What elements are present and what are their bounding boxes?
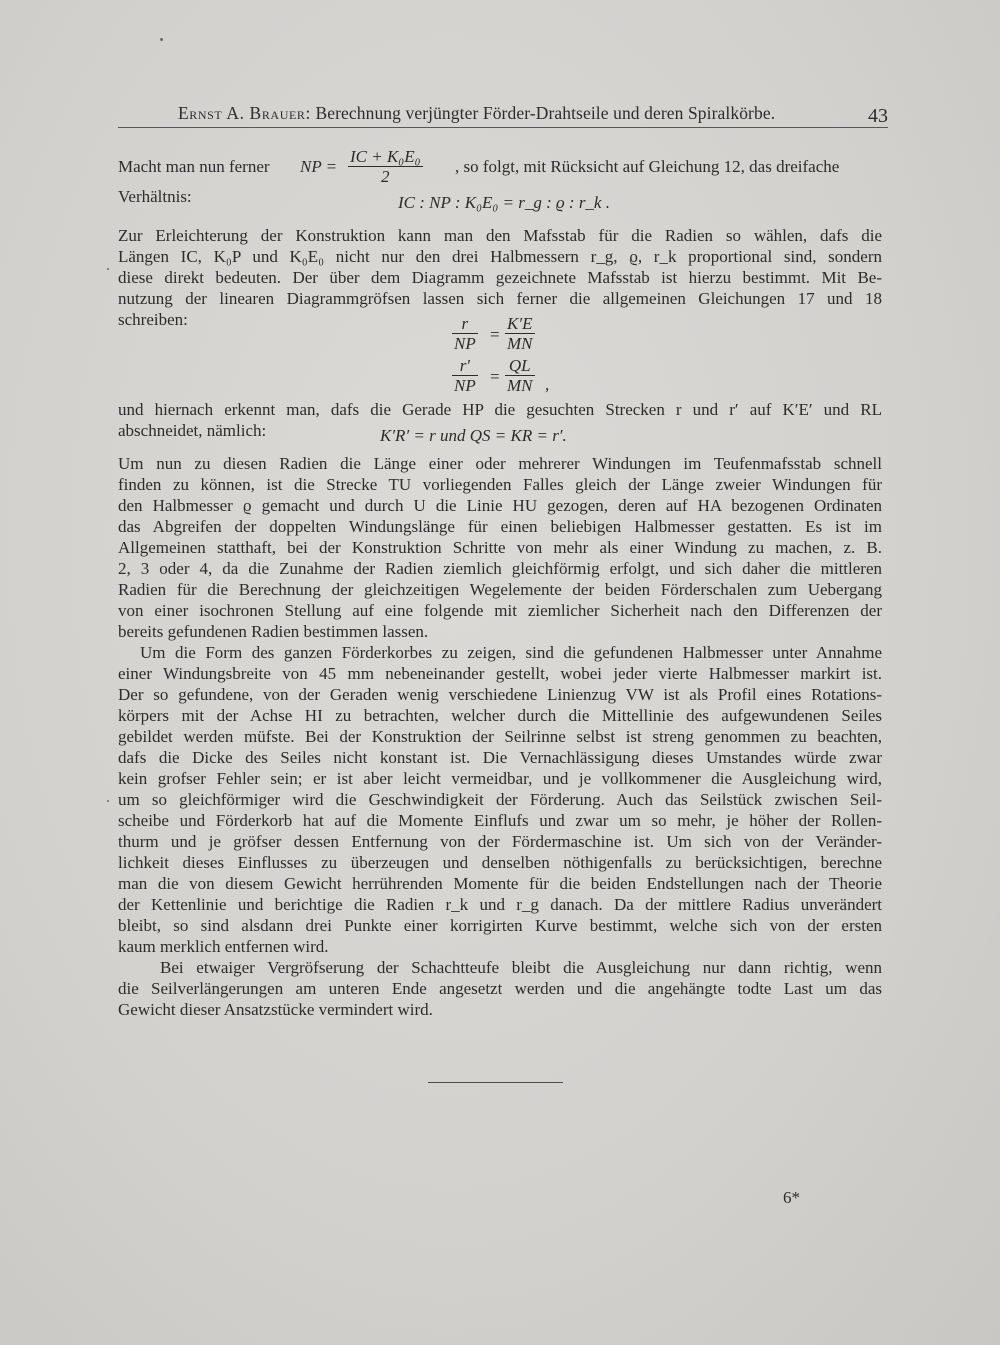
paragraph-line: Um die Form des ganzen Förderkorbes zu zeigen, sind die gefundenen Halbmesser unter Annahme: [140, 643, 882, 662]
paragraph-line: Bei etwaiger Vergröfserung der Schachtteufe bleibt die Ausgleichung nur dann richtig, wenn: [160, 958, 882, 977]
header-title: Berechnung verjüngter Förder-Drahtseile und deren Spiralkörbe.: [315, 103, 776, 123]
paragraph-line: man die von diesem Gewicht herrührenden Momente für die beiden Endstellungen nach der Theorie: [118, 874, 882, 893]
paragraph-line: gebildet werden müfste. Bei der Konstruktion der Seilrinne selbst ist streng genommen zu beachten,: [118, 727, 882, 746]
equation-ratio: IC : NP : K₀E₀ = r_g : ϱ : r_k .: [398, 193, 610, 212]
text-line: , so folgt, mit Rücksicht auf Gleichung 12, das dreifache: [455, 157, 840, 176]
paragraph-line: den Halbmesser ϱ gemacht und durch U die Linie HU gezogen, deren auf HA bezogenen Ordinaten: [118, 496, 882, 515]
equation-np-lhs: NP =: [300, 157, 338, 176]
paragraph-line: einer Windungsbreite von 45 mm nebeneinander gestellt, wobei jeder vierte Halbmesser markirt ist.: [118, 664, 882, 683]
paragraph-line: diese direkt bedeuten. Der über dem Diagramm gezeichnete Mafsstab ist hierzu bestimmt. Mit Be-: [118, 268, 882, 287]
paragraph-line: Radien für die Berechnung der gleichzeitigen Wegelemente der beiden Förderschalen zum Uebergang: [118, 580, 882, 599]
equation-comma: ,: [545, 375, 550, 394]
paragraph-line: das Abgreifen der doppelten Windungslänge für einen beliebigen Halbmesser gestatten. Es ist im: [118, 517, 882, 536]
end-rule: [428, 1082, 563, 1083]
paragraph-line: von einer isochronen Stellung auf eine folgende mit ziemlicher Sicherheit nach den Differenzen der: [118, 601, 882, 620]
paragraph-line: thurm und je gröfser dessen Entfernung von der Fördermaschine ist. Um sich von der Veränder-: [118, 832, 882, 851]
paragraph-line: dafs die Dicke des Seiles nicht konstant ist. Die Vernachlässigung dieses Umstandes würde zwar: [118, 748, 882, 767]
running-header: [178, 103, 888, 129]
equation-fraction: $\frac{K'E}{MN}$: [507, 314, 533, 353]
fraction-numerator: IC + K₀E₀: [350, 147, 421, 166]
paragraph-line: der Kettenlinie und berichtige die Radien r_k und r_g danach. Da der mittlere Radius unverändert: [118, 895, 882, 914]
paragraph-line: scheibe und Förderkorb hat auf die Momente Einflufs und zwar um so mehr, je höher der Rollen-: [118, 811, 882, 830]
equation-np-fraction: [348, 147, 423, 186]
signature-mark: 6*: [783, 1188, 800, 1207]
print-speck: [160, 38, 163, 41]
paragraph-line: nutzung der linearen Diagrammgröfsen lassen sich ferner die allgemeinen Gleichungen 17 und 18: [118, 289, 882, 308]
paragraph-line: um so gleichförmiger wird die Geschwindigkeit der Förderung. Auch das Seilstück zwischen Seil-: [118, 790, 882, 809]
equation-fraction: $\frac{QL}{MN}$: [507, 356, 533, 395]
paragraph-line: finden zu können, ist die Strecke TU vorliegenden Falles gleich der Länge zweier Windungen für: [118, 475, 882, 494]
paragraph-line: bereits gefundenen Radien bestimmen lassen.: [118, 622, 429, 641]
header-rule: [118, 127, 888, 128]
text-line: Macht man nun ferner: [118, 157, 270, 176]
page-number: 43: [868, 105, 888, 127]
paragraph-line: 2, 3 oder 4, da die Zunahme der Radien ziemlich gleichförmig erfolgt, und sich daher die mittleren: [118, 559, 882, 578]
equation-segments: K′R′ = r und QS = KR = r′.: [380, 426, 567, 445]
equals-sign: =: [490, 367, 500, 386]
print-speck: [107, 268, 109, 270]
paragraph-line: Gewicht dieser Ansatzstücke vermindert wird.: [118, 1000, 433, 1019]
paragraph-line: Der so gefundene, von der Geraden wenig verschiedene Linienzug VW ist als Profil eines Rotations-: [118, 685, 882, 704]
paragraph-line: und hiernach erkennt man, dafs die Gerade HP die gesuchten Strecken r und r′ auf K′E′ und RL: [118, 400, 882, 419]
paragraph-line: abschneidet, nämlich:: [118, 421, 267, 440]
paragraph-line: Zur Erleichterung der Konstruktion kann man den Mafsstab für die Radien so wählen, dafs die: [118, 226, 882, 245]
print-speck: [107, 800, 109, 802]
paragraph-line: Längen IC, K₀P und K₀E₀ nicht nur den drei Halbmessern r_g, ϱ, r_k proportional sind, sondern: [118, 247, 882, 266]
equals-sign: =: [490, 325, 500, 344]
paragraph-line: körpers mit der Achse HI zu betrachten, welcher durch die Mittellinie des aufgewundenen Seiles: [118, 706, 882, 725]
fraction-denominator: 2: [381, 167, 390, 186]
paragraph-line: Allgemeinen statthaft, bei der Konstruktion Schritte von mehr als einer Windung zu machen, z. B.: [118, 538, 882, 557]
text-line: Verhältnis:: [118, 187, 192, 206]
paragraph-line: lichkeit dieses Einflusses zu überzeugen und denselben nöthigenfalls zu berücksichtigen, berechne: [118, 853, 882, 872]
equation-fraction: $\frac{r'}{NP}$: [454, 356, 476, 395]
paragraph-line: die Seilverlängerungen am unteren Ende angesetzt werden und die angehängte todte Last um das: [118, 979, 882, 998]
paragraph-line: bleibt, so sind alsdann drei Punkte einer korrigirten Kurve bestimmt, welche sich von der ersten: [118, 916, 882, 935]
paragraph-line: Um nun zu diesen Radien die Länge einer oder mehrerer Windungen im Teufenmafsstab schnell: [118, 454, 882, 473]
paragraph-line: kein grofser Fehler sein; er ist aber leicht vermeidbar, und je vollkommener die Ausgleichung wird,: [118, 769, 882, 788]
paragraph-line: kaum merklich entfernen wird.: [118, 937, 329, 956]
paragraph-line: schreiben:: [118, 310, 188, 329]
equation-fraction: $\frac{r}{NP}$: [454, 314, 476, 353]
header-author: Ernst A. Brauer:: [178, 103, 311, 123]
